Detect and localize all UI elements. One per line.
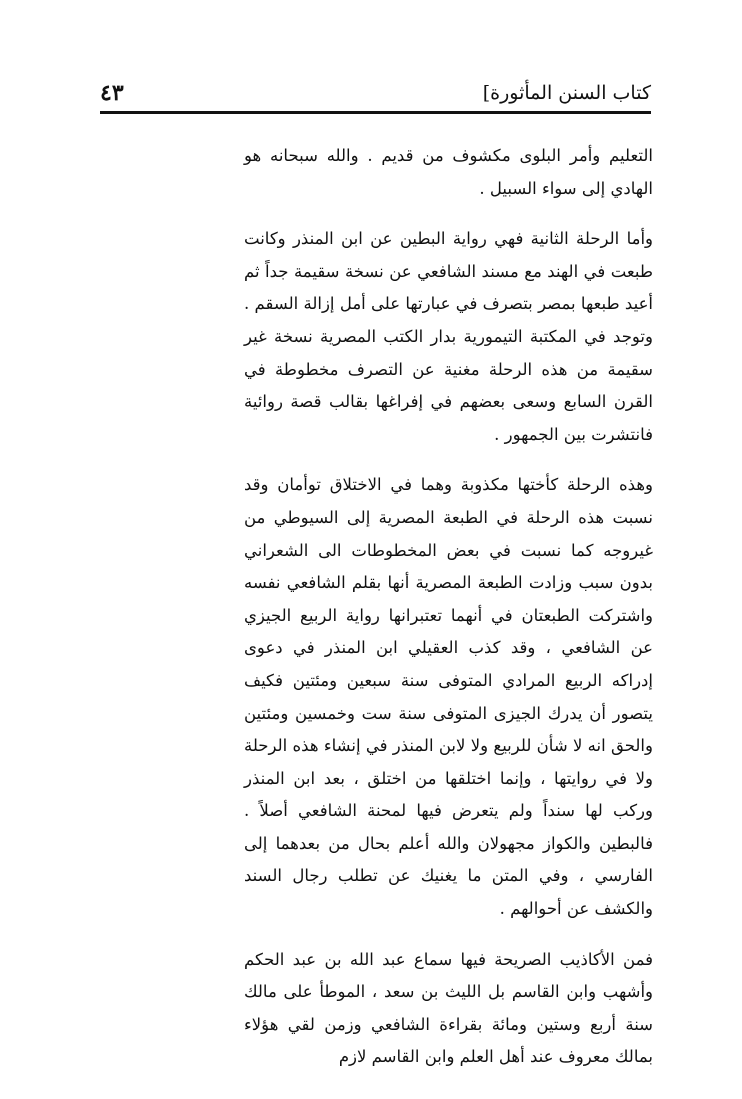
paragraph-4: فمن الأكاذيب الصريحة فيها سماع عبد الله بن عبد الحكم وأشهب وابن القاسم بل الليث بن سعد ، الموطأ على مالك سنة أربع وستين ومائة بقراءة الشافعي وزمن لقي هؤلاء بمالك معروف عند أهل العلم وابن القاسم لازم: [244, 949, 653, 1067]
paragraph-3: وهذه الرحلة كأختها مكذوبة وهما في الاختلاق توأمان وقد نسبت هذه الرحلة في الطبعة المصرية إلى السيوطي من غيروجه كما نسبت في بعض المخطوطات الى الشعراني بدون سبب وزادت الطبعة المصرية أنها بقلم الشافعي نفسه واشتركت الطبعتان في أنهما تعتبرانها رواية الربيع الجيزي عن الشافعي ، وقد كذب العقيلي ابن المنذر في دعوى إدراكه الربيع المرادي المتوفى سنة سبعين ومئتين فكيف يتصور أن يدرك الجيزى المتوفى سنة ست وخمسين ومئتين والحق انه لا شأن للربيع ولا لابن المنذر في إنشاء هذه الرحلة ولا في روايتها ، وإنما اختلقها من اختلق ، بعد ابن المنذر وركب لها سنداً ولم يتعرض فيها لمحنة الشافعي أصلاً . فالبطين والكواز مجهولان والله أعلم بحال من بعدهما إلى الفارسي ، وفي المتن ما يغنيك عن تطلب رجال السند والكشف عن أحوالهم .: [244, 475, 653, 919]
page-number: ٤٣: [100, 80, 124, 106]
running-head: [100, 78, 651, 108]
running-title: كتاب السنن المأثورة]: [482, 82, 651, 104]
body-text: [244, 140, 653, 1074]
paragraph-1: التعليم وأمر البلوى مكشوف من قديم . والله سبحانه هو الهادي إلى سواء السبيل .: [244, 146, 653, 198]
header-rule: [100, 111, 651, 114]
paragraph-2: وأما الرحلة الثانية فهي رواية البطين عن ابن المنذر وكانت طبعت في الهند مع مسند الشافعي عن نسخة سقيمة جداً ثم أعيد طبعها بمصر بتصرف في عبارتها على أمل إزالة السقم . وتوجد في المكتبة التيمورية بدار الكتب المصرية نسخة غير سقيمة من هذه الرحلة مغنية عن التصرف مخطوطة في القرن السابع وسعى بعضهم في إفراغها بقالب قصة روائية فانتشرت بين الجمهور .: [244, 229, 653, 444]
